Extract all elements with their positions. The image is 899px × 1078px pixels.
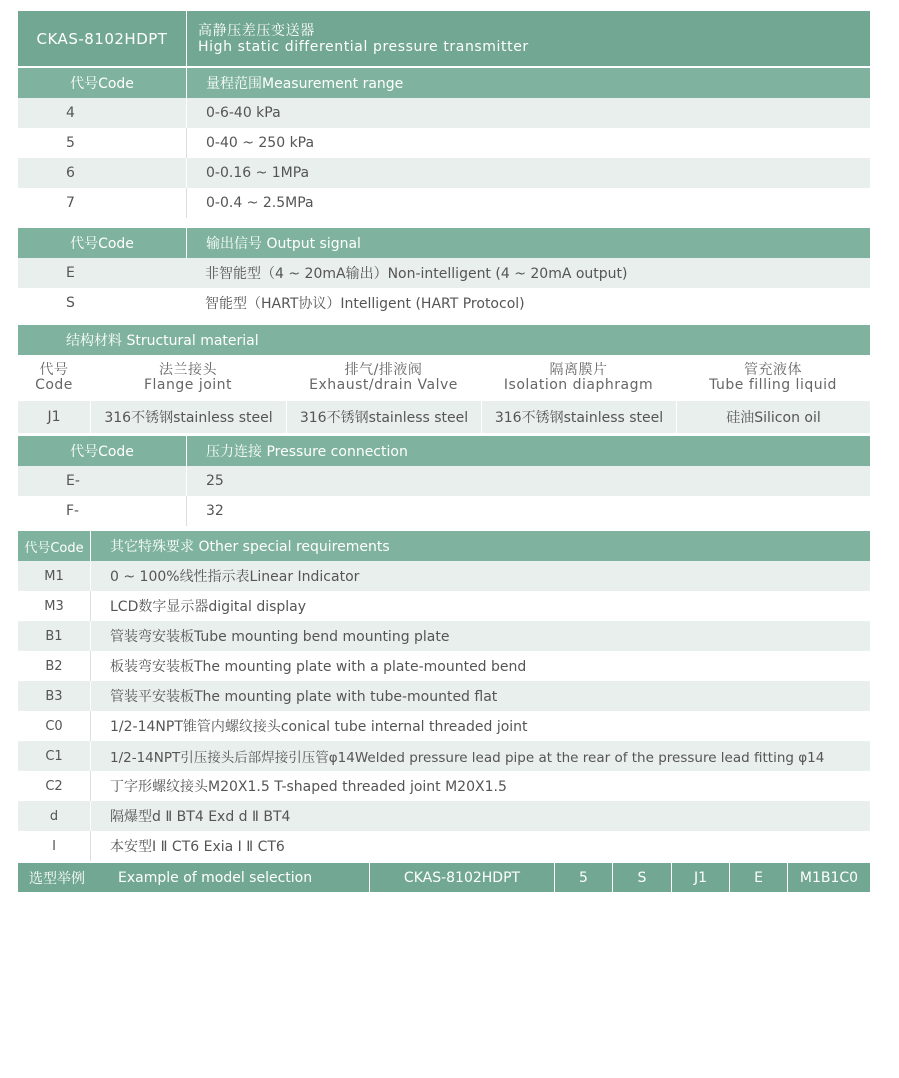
other-value: 板装弯安装板The mounting plate with a plate-mounted bend — [90, 651, 870, 681]
material-code: J1 — [47, 409, 61, 425]
material-col-valve: 排气/排液阀 Exhaust/drain Valve — [309, 362, 458, 393]
product-name-en: High static differential pressure transmitter — [198, 38, 529, 55]
table-row — [18, 496, 870, 526]
other-code: C1 — [45, 748, 63, 764]
product-name — [186, 11, 870, 66]
other-code: C2 — [45, 778, 63, 794]
other-value: 管装弯安装板Tube mounting bend mounting plate — [90, 621, 870, 651]
other-code: d — [49, 808, 59, 824]
table-row — [18, 128, 870, 158]
other-code: I — [52, 838, 56, 854]
material-header — [18, 325, 870, 355]
other-value: 1/2-14NPT锥管内螺纹接头conical tube internal threaded joint — [90, 711, 870, 741]
output-header-code: 代号Code — [70, 236, 134, 252]
material-flange: 316不锈钢stainless steel — [90, 401, 286, 433]
table-row — [18, 561, 870, 591]
other-code: M1 — [44, 568, 64, 584]
range-value: 0-0.4 ~ 2.5MPa — [186, 188, 870, 218]
table-row — [18, 288, 870, 318]
example-label-cn: 选型举例 — [29, 870, 85, 887]
connection-value: 32 — [186, 496, 870, 526]
output-code: S — [66, 295, 75, 311]
other-header — [18, 531, 870, 561]
other-value: 隔爆型d Ⅱ BT4 Exd d Ⅱ BT4 — [90, 801, 870, 831]
example-output: S — [612, 863, 671, 892]
range-value: 0-40 ~ 250 kPa — [186, 128, 870, 158]
table-row — [18, 831, 870, 861]
range-header-code: 代号Code — [70, 76, 134, 92]
output-value: 智能型（HART协议）Intelligent (HART Protocol) — [205, 296, 525, 312]
other-value: 1/2-14NPT引压接头后部焊接引压管φ14Welded pressure lead pipe at the rear of the pressure lead fitting φ14 — [90, 741, 870, 771]
range-code: 5 — [66, 135, 75, 151]
table-row — [18, 466, 870, 496]
connection-header — [18, 436, 870, 466]
table-row — [18, 158, 870, 188]
range-value: 0-6-40 kPa — [186, 98, 870, 128]
output-header-label: 输出信号 Output signal — [186, 228, 870, 258]
other-value: 0 ~ 100%线性指示表Linear Indicator — [90, 561, 870, 591]
material-valve: 316不锈钢stainless steel — [286, 401, 481, 433]
table-row — [18, 741, 870, 771]
other-header-label: 其它特殊要求 Other special requirements — [90, 531, 870, 561]
table-row — [18, 621, 870, 651]
example-connection: E — [729, 863, 787, 892]
material-col-code: 代号 Code — [35, 362, 73, 393]
example-options: M1B1C0 — [787, 863, 870, 892]
table-row — [18, 401, 870, 433]
material-diaphragm: 316不锈钢stainless steel — [481, 401, 676, 433]
output-header — [18, 228, 870, 258]
connection-header-code: 代号Code — [70, 444, 134, 460]
material-col-diaphragm: 隔离膜片 Isolation diaphragm — [503, 362, 654, 393]
table-row — [18, 711, 870, 741]
other-code: B1 — [45, 628, 63, 644]
other-value: 管装平安装板The mounting plate with tube-mounted flat — [90, 681, 870, 711]
output-value: 非智能型（4 ~ 20mA输出）Non-intelligent (4 ~ 20mA output) — [205, 266, 628, 282]
table-row — [18, 651, 870, 681]
other-code: C0 — [45, 718, 63, 734]
range-header-label: 量程范围Measurement range — [186, 68, 870, 98]
other-value: 本安型I Ⅱ CT6 Exia I Ⅱ CT6 — [90, 831, 870, 861]
material-col-flange: 法兰接头 Flange joint — [143, 362, 233, 393]
connection-code: E- — [66, 473, 80, 489]
product-name-cn: 高静压差压变送器 — [198, 22, 315, 39]
other-code: B2 — [45, 658, 63, 674]
table-row — [18, 258, 870, 288]
table-row — [18, 591, 870, 621]
material-header-label: 结构材料 Structural material — [66, 333, 259, 349]
connection-header-label: 压力连接 Pressure connection — [186, 436, 870, 466]
range-code: 6 — [66, 165, 75, 181]
other-value: 丁字形螺纹接头M20X1.5 T-shaped threaded joint M20X1.5 — [90, 771, 870, 801]
range-value: 0-0.16 ~ 1MPa — [186, 158, 870, 188]
table-row — [18, 771, 870, 801]
other-value: LCD数字显示器digital display — [90, 591, 870, 621]
output-code: E — [66, 265, 75, 281]
other-header-code: 代号Code — [24, 540, 84, 556]
table-row — [18, 681, 870, 711]
example-label-en: Example of model selection — [118, 869, 313, 886]
model-number: CKAS-8102HDPT — [36, 29, 168, 48]
table-row — [18, 188, 870, 218]
connection-value: 25 — [186, 466, 870, 496]
range-header — [18, 68, 870, 98]
other-code: M3 — [44, 598, 64, 614]
example-model: CKAS-8102HDPT — [369, 863, 554, 892]
table-row — [18, 801, 870, 831]
other-code: B3 — [45, 688, 63, 704]
example-row — [18, 863, 870, 892]
material-col-liquid: 管充液体 Tube filling liquid — [709, 362, 837, 393]
material-columns — [18, 355, 870, 401]
example-material: J1 — [671, 863, 729, 892]
example-range: 5 — [554, 863, 612, 892]
selection-table — [18, 11, 870, 892]
table-row — [18, 98, 870, 128]
range-code: 4 — [66, 105, 75, 121]
title-row — [18, 11, 870, 66]
range-code: 7 — [66, 195, 75, 211]
connection-code: F- — [66, 503, 80, 519]
material-liquid: 硅油Silicon oil — [676, 401, 870, 433]
